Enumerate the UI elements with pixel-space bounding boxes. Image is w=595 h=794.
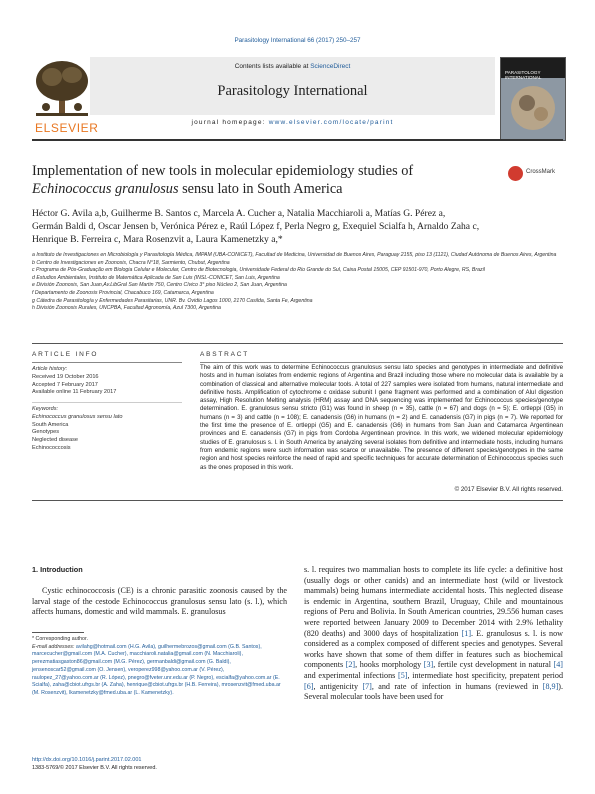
author-line: Henrique B. Ferreira c, Mara Rosenzvit a, Laura Kamenetzky a,*	[32, 234, 283, 245]
keyword: Neglected disease	[32, 437, 79, 444]
author-line: Héctor G. Avila a,b, Guilherme B. Santos c, Marcela A. Cucher a, Natalia Macchiaroli a, Matías G. Pérez a,	[32, 208, 446, 219]
email-addresses: E-mail addresses: avilahg@hotmail.com (H.G. Avila), guilhermebrozos@gmail.com (G.B. Santos), marcecucher@gmail.com (M.A. Cucher), macchiaroli.natalia@gmail.com (N. Macchiaroli), perezmatiasgaston86@gmail.com (M.G. Pérez), germanbaldi@gmail.com (G. Baldi), jensenoscar52@gmail.com (O. Jensen), veroperez998@yahoo.com.ar (V. Pérez), raulopez_27@yahoo.com.ar (R. López), pnegro@fveter.unr.edu.ar (P. Negro), escialfa@yahoo.com.ar (E. Scialfa), zaha@cbiot.ufrgs.br (A. Zaha), henrique@cbiot.ufrgs.br (H.B. Ferreira), mrosenzvit@fmed.uba.ar (M. Rosenzvit), lkamenetzky@fmed.uba.ar (L. Kamenetzky).	[32, 643, 281, 696]
abstract-copyright: © 2017 Elsevier B.V. All rights reserved.	[454, 486, 563, 493]
article-info-rule	[32, 362, 182, 363]
contents-prefix: Contents lists available at	[234, 63, 311, 70]
title-rest: sensu lato in South America	[178, 180, 343, 197]
cover-title: PARASITOLOGY INTERNATIONAL	[505, 70, 542, 80]
affiliation: b Centro de Investigaciones en Zoonosis, Chacra N°18, Sarmiento, Chubut, Argentina	[32, 259, 230, 266]
affiliation: e División Zoonosis, San Juan,Av.LibGral San Martin 750, Centro Cívico 3° piso Núcleo 2, San Juan, Argentina	[32, 282, 287, 289]
journal-reference[interactable]: Parasitology International 66 (2017) 250–257	[234, 37, 361, 44]
keywords-block	[32, 406, 182, 453]
keyword: South America	[32, 421, 69, 428]
affiliation: h División Zoonosis Rurales, UNCPBA, Facultad Agronomía, Azul 7300, Argentina	[32, 305, 221, 312]
article-history	[32, 366, 182, 397]
ref-link[interactable]: [4]	[553, 660, 563, 670]
ref-link[interactable]: [6]	[304, 681, 314, 691]
affiliation-list	[32, 252, 562, 313]
intro-text: . E. granulosus s. l. is now considered as a complex composed of different species and genotypes. Several works have shown that some of them differ in features such as biochemical components	[304, 628, 563, 670]
crossmark-label: CrossMark	[526, 169, 556, 175]
ref-link[interactable]: [8,9]	[542, 681, 559, 691]
abstract-text: The aim of this work was to determine Echinococcus granulosus sensu lato species and genotypes in intermediate and definitive hosts and in human isolates from endemic regions of Argentina and Brazil including those where no molecular data is available by a combination of classical and alternative molecular tools. A total of 227 samples were isolated from humans, natural intermediate and definitive hosts. Amplification of cytochrome c oxidase subunit I gene fragment was performed and a combination of AluI digestion assay, High Resolution Melting analysis (HRM) assay and DNA sequencing was implemented for Echinococcus species/genotype determination. E. granulosus sensu stricto (G1) was found in sheep (n = 35), cattle (n = 67) and dogs (n = 5); E. ortleppi (G5) in humans (n = 3) and cattle (n = 108); E. canadensis (G6) in humans (n = 2) and E. canadensis (G7) in pigs (n = 7). We reported for the first time the presence of E. ortleppi (G5) and E. canadensis (G6) in humans from San Juan and Catamarca Argentinean provinces and E. canadensis (G7) in pigs from Cordoba Argentinean province. In this work, we widened molecular epidemiology studies of E. granulosus s. l. in South America by analyzing several isolates from definitive and intermediate hosts, including humans from endemic regions were such information was scarce or unavailable. The presence of different species/genotypes in the same region and host species reinforce the need of rapid and specific techniques for accurate determination of Echinococcus species such as the ones proposed in this work.	[200, 364, 563, 471]
affiliation: f Departamento de Zoonosis Provincial, Chacabuco 169, Catamarca, Argentina	[32, 289, 214, 296]
homepage-label: journal homepage:	[191, 119, 269, 126]
author-list	[32, 207, 562, 246]
article-title	[32, 163, 472, 198]
homepage-link[interactable]: www.elsevier.com/locate/parint	[268, 119, 394, 126]
doi-block	[32, 757, 332, 773]
abstract-rule	[200, 362, 563, 363]
keywords-label: Keywords:	[32, 406, 59, 412]
journal-homepage	[90, 119, 495, 126]
intro-text: ). Several molecular tools have been used for	[304, 681, 564, 702]
intro-text: , hooks morphology	[355, 660, 424, 670]
email-links[interactable]: avilahg@hotmail.com (H.G. Avila), guilhermebrozos@gmail.com (G.B. Santos), marcecucher@gmail.com (M.A. Cucher), macchiaroli.natalia@gmail.com (N. Macchiaroli), perezmatiasgaston86@gmail.com (M.G. Pérez), germanbaldi@gmail.com (G. Baldi), jensenoscar52@gmail.com (O. Jensen), veroperez998@yahoo.com.ar (V. Pérez), raulopez_27@yahoo.com.ar (R. López), pnegro@fveter.unr.edu.ar (P. Negro), escialfa@yahoo.com.ar (E. Scialfa), zaha@cbiot.ufrgs.br (A. Zaha), henrique@cbiot.ufrgs.br (H.B. Ferreira), mrosenzvit@fmed.uba.ar (M. Rosenzvit), lkamenetzky@fmed.uba.ar (L. Kamenetzky).	[32, 643, 281, 696]
ref-link[interactable]: [2]	[345, 660, 356, 670]
issn-line: 1383-5769/© 2017 Elsevier B.V. All rights reserved.	[32, 764, 157, 771]
affiliation: c Programa de Pós-Graduação em Biologia Celular e Molecular, Centro de Biotecnologia, Universidade Federal do Rio Grande do Sul, Caixa Postal 15005, CEP 91501-970, Porto Alegre, RS, Brazil	[32, 267, 485, 274]
title-species: Echinococcus granulosus	[32, 180, 179, 197]
doi-link[interactable]: http://dx.doi.org/10.1016/j.parint.2017.02.001	[32, 757, 142, 763]
intro-text: , and rate of infection in humans (reviewed in	[371, 681, 543, 691]
keyword: Genotypes	[32, 429, 60, 436]
affiliation: g Cátedra de Parasitología y Enfermedades Parasitarias, UNR. Bv. Ovidio Lagos 1000, 2170 Casilda, Santa Fe, Argentina	[32, 297, 313, 304]
affiliation: d Estudios Ambientales, Instituto de Matemática Aplicada de San Luis (INSL-CONICET, San Luis, Argentina	[32, 274, 280, 281]
contents-line	[90, 63, 495, 70]
history-online: Available online 11 February 2017	[32, 389, 117, 396]
article-info-heading: ARTICLE INFO	[32, 351, 99, 358]
intro-text: s. l. requires two mammalian hosts to complete its life cycle: a definitive host (usually dogs or other canids) and an intermediate host (wild or livestock mammals) being humans intermediate accidental hosts. This neglected disease is endemic in Argentina, southern Brazil, Uruguay, Chile and mountainous regions of Peru and Bolivia. In South American countries, 29.556 human cases were reported between January 2009 to December 2014 with 2.9% lethality (820 deaths) and 3000 days of hospitalization	[304, 565, 563, 638]
journal-name: Parasitology International	[217, 83, 368, 99]
keywords-rule	[32, 402, 182, 403]
publisher-name: ELSEVIER	[35, 121, 99, 135]
intro-paragraph: Cystic echinococcosis (CE) is a chronic parasitic zoonosis caused by the larval stage of the cestode Echinococcus granulosus sensu lato (s. l.), which affects humans, domestic and wild mammals. E. granulosus	[32, 586, 287, 617]
intro-left-column	[32, 586, 287, 618]
affiliation: a Instituto de Investigaciones en Microbiología y Parasitología Médica, IMPAM (UBA-CONICET), Facultad de Medicina, Universidad de Buenos Aires, Paraguay 2155, piso 13 (1121), Ciudad Autónoma de Buenos Aires, Argentina	[32, 252, 557, 258]
history-received: Received 19 October 2016	[32, 373, 99, 380]
author-line: Germán Baldi d, Oscar Jensen b, Verónica Pérez e, Raúl López f, Perla Negro g, Exequiel Scialfa h, Arnaldo Zaha c,	[32, 221, 480, 232]
keyword: Echinococcus granulosus sensu lato	[32, 413, 123, 420]
title-line-2	[32, 181, 472, 199]
intro-text: , intermediate host specificity, prepatent period	[407, 670, 564, 680]
intro-text: , fertile cyst development in natural	[433, 660, 554, 670]
footnotes	[32, 636, 287, 698]
intro-right-column	[304, 565, 563, 703]
title-line-1: Implementation of new tools in molecular epidemiology studies of	[32, 163, 414, 179]
footnote-rule	[32, 632, 84, 633]
crossmark-icon	[508, 166, 523, 181]
ref-link[interactable]: [3]	[423, 660, 434, 670]
abstract-heading: ABSTRACT	[200, 351, 250, 358]
sciencedirect-link[interactable]: ScienceDirect	[310, 63, 351, 70]
history-accepted: Accepted 7 February 2017	[32, 381, 98, 388]
intro-text: and experimental infections	[304, 670, 399, 680]
corresponding-author-note: * Corresponding author.	[32, 636, 88, 642]
intro-heading: 1. Introduction	[32, 565, 83, 574]
ref-link[interactable]: [5]	[398, 670, 408, 680]
ref-link[interactable]: [7]	[362, 681, 372, 691]
body-rule	[32, 500, 563, 501]
keyword: Echinococcosis	[32, 444, 71, 451]
section-rule	[32, 343, 563, 344]
intro-text: , antigenicity	[313, 681, 363, 691]
history-label: Article history:	[32, 366, 68, 372]
ref-link[interactable]: [1]	[461, 628, 472, 638]
header-rule	[32, 139, 563, 141]
